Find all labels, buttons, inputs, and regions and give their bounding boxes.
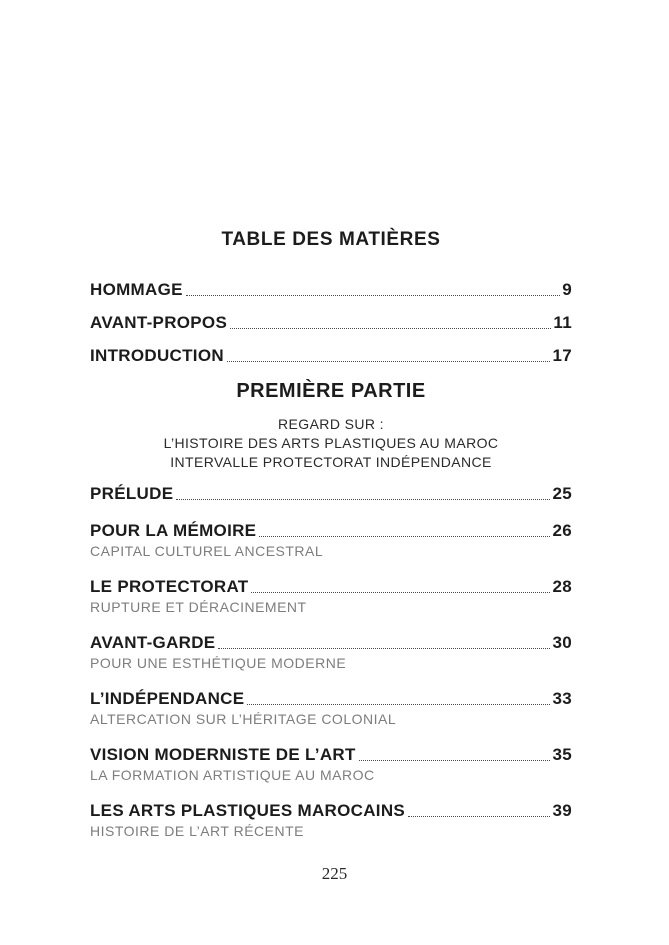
dot-leader	[251, 592, 550, 593]
chapter-subtitle: RUPTURE ET DÉRACINEMENT	[90, 599, 307, 615]
toc-entry-label: HOMMAGE	[90, 280, 183, 299]
toc-entry	[90, 313, 572, 333]
toc-entry	[90, 801, 572, 821]
toc-entry	[90, 484, 572, 504]
toc-entry	[90, 346, 572, 366]
dot-leader	[259, 536, 550, 537]
chapter-entry	[90, 689, 572, 728]
dot-leader	[408, 816, 550, 817]
toc-entry-label: PRÉLUDE	[90, 484, 174, 503]
dot-leader	[218, 648, 550, 649]
chapter-entry	[90, 745, 572, 784]
toc-entry-page: 39	[552, 801, 572, 820]
chapter-entry	[90, 484, 572, 504]
toc-entry-page: 11	[553, 313, 572, 332]
toc-entry-page: 26	[552, 521, 572, 540]
toc-entry-label: VISION MODERNISTE DE L’ART	[90, 745, 356, 764]
toc-entry	[90, 745, 572, 765]
page-number: 225	[321, 864, 348, 883]
chapter-subtitle: CAPITAL CULTUREL ANCESTRAL	[90, 543, 324, 559]
toc-entry	[90, 280, 572, 300]
toc-entry-page: 30	[552, 633, 572, 652]
table-of-contents	[90, 228, 572, 857]
dot-leader	[247, 704, 550, 705]
chapter-entry	[90, 521, 572, 560]
toc-entry-label: LES ARTS PLASTIQUES MAROCAINS	[90, 801, 406, 820]
toc-entry-page: 33	[552, 689, 572, 708]
toc-entry	[90, 577, 572, 597]
toc-entry	[90, 521, 572, 541]
chapter-entry	[90, 633, 572, 672]
chapter-subtitle: ALTERCATION SUR L’HÉRITAGE COLONIAL	[90, 711, 397, 727]
toc-title: TABLE DES MATIÈRES	[221, 229, 441, 250]
toc-entry-page: 35	[552, 745, 572, 764]
toc-entry-page: 9	[562, 280, 572, 299]
toc-entry-page: 17	[552, 346, 572, 365]
part-subtitle	[90, 415, 572, 472]
part-subtitle-line: INTERVALLE PROTECTORAT INDÉPENDANCE	[170, 454, 492, 470]
toc-entry-label: LE PROTECTORAT	[90, 577, 249, 596]
dot-leader	[359, 760, 551, 761]
dot-leader	[176, 499, 550, 500]
toc-entry	[90, 689, 572, 709]
chapter-subtitle: HISTOIRE DE L’ART RÉCENTE	[90, 823, 304, 839]
dot-leader	[230, 328, 551, 329]
toc-entry-label: INTRODUCTION	[90, 346, 224, 365]
toc-entry-page: 28	[552, 577, 572, 596]
chapter-entry	[90, 801, 572, 840]
part-subtitle-line: L’HISTOIRE DES ARTS PLASTIQUES AU MAROC	[163, 435, 499, 451]
toc-entry-label: L’INDÉPENDANCE	[90, 689, 245, 708]
chapter-entry	[90, 577, 572, 616]
dot-leader	[186, 295, 560, 296]
toc-entry-label: AVANT-GARDE	[90, 633, 216, 652]
chapter-subtitle: LA FORMATION ARTISTIQUE AU MAROC	[90, 767, 375, 783]
toc-entry-label: AVANT-PROPOS	[90, 313, 228, 332]
part-title: PREMIÈRE PARTIE	[236, 380, 426, 402]
chapter-entries	[90, 484, 572, 840]
front-matter-entries	[90, 280, 572, 366]
part-subtitle-line: REGARD SUR :	[278, 416, 384, 432]
toc-entry-page: 25	[552, 484, 572, 503]
toc-entry-label: POUR LA MÉMOIRE	[90, 521, 257, 540]
dot-leader	[227, 361, 551, 362]
toc-entry	[90, 633, 572, 653]
chapter-subtitle: POUR UNE ESTHÉTIQUE MODERNE	[90, 655, 347, 671]
